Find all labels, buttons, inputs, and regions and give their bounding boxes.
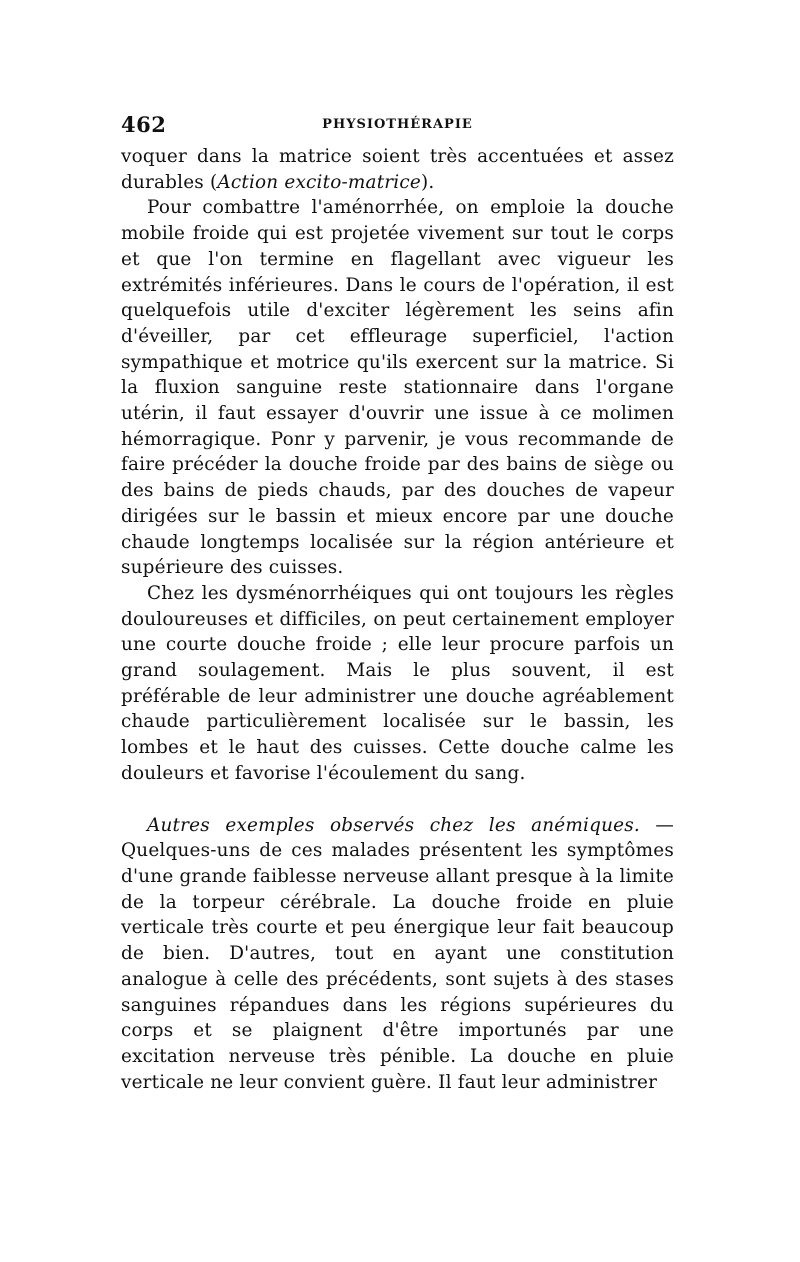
paragraph-amenorrhea: Pour combattre l'aménorrhée, on emploie la douche mobile froide qui est projetée vivement sur tout le corps et que l'on termine en flagellant avec vigueur les extrémités inférieures. Dans le cours de l'opération, il est quelquefois utile d'exciter légèrement les seins afin d'éveiller, par cet effleurage superficiel, l'action sympathique et motrice qu'ils exercent sur la matrice. Si la fluxion sanguine reste stationnaire dans l'organe utérin, il faut essayer d'ouvrir une issue à ce molimen hémorragique. Ponr y parvenir, je vous recommande de faire précéder la douche froide par des bains de siège ou des bains de pieds chauds, par des douches de vapeur dirigées sur le bassin et mieux encore par une douche chaude longtemps localisée sur la région antérieure et supérieure des cuisses.	[121, 197, 674, 579]
page-number: 462	[121, 112, 167, 137]
book-page	[121, 112, 674, 1095]
paragraph-dysmenorrhea: Chez les dysménorrhéiques qui ont toujours les règles douloureuses et difficiles, on peut certainement employer une courte douche froide ; elle leur procure parfois un grand soulagement. Mais le plus souvent, il est préférable de leur administrer une douche agréablement chaude particulièrement localisée sur le bassin, les lombes et le haut des cuisses. Cette douche calme les douleurs et favorise l'écoulement du sang.	[121, 582, 674, 784]
paragraph-text: ).	[420, 171, 435, 193]
paragraph-text: voquer dans la matrice soient très accentuées et assez durables (	[121, 146, 674, 193]
paragraph-spacer	[121, 787, 674, 813]
page-body	[121, 144, 674, 1095]
running-title: PHYSIOTHÉRAPIE	[322, 117, 473, 132]
paragraph-continuation	[121, 144, 674, 195]
italic-term: Action excito-matrice	[217, 171, 421, 193]
section-heading-italic: Autres exemples observés chez les anémiques.	[147, 814, 640, 836]
page-header	[121, 112, 674, 144]
paragraph-text: — Quelques-uns de ces malades présentent les symptômes d'une grande faiblesse nerveuse allant presque à la limite de la torpeur cérébrale. La douche froide en pluie verticale très courte et peu énergique leur fait beaucoup de bien. D'autres, tout en ayant une constitution analogue à celle des précédents, sont sujets à des stases sanguines répandues dans les régions supérieures du corps et se plaignent d'être importunés par une excitation nerveuse très pénible. La douche en pluie verticale ne leur convient guère. Il faut leur administrer	[121, 814, 674, 1093]
paragraph-anemic-examples	[121, 813, 674, 1096]
